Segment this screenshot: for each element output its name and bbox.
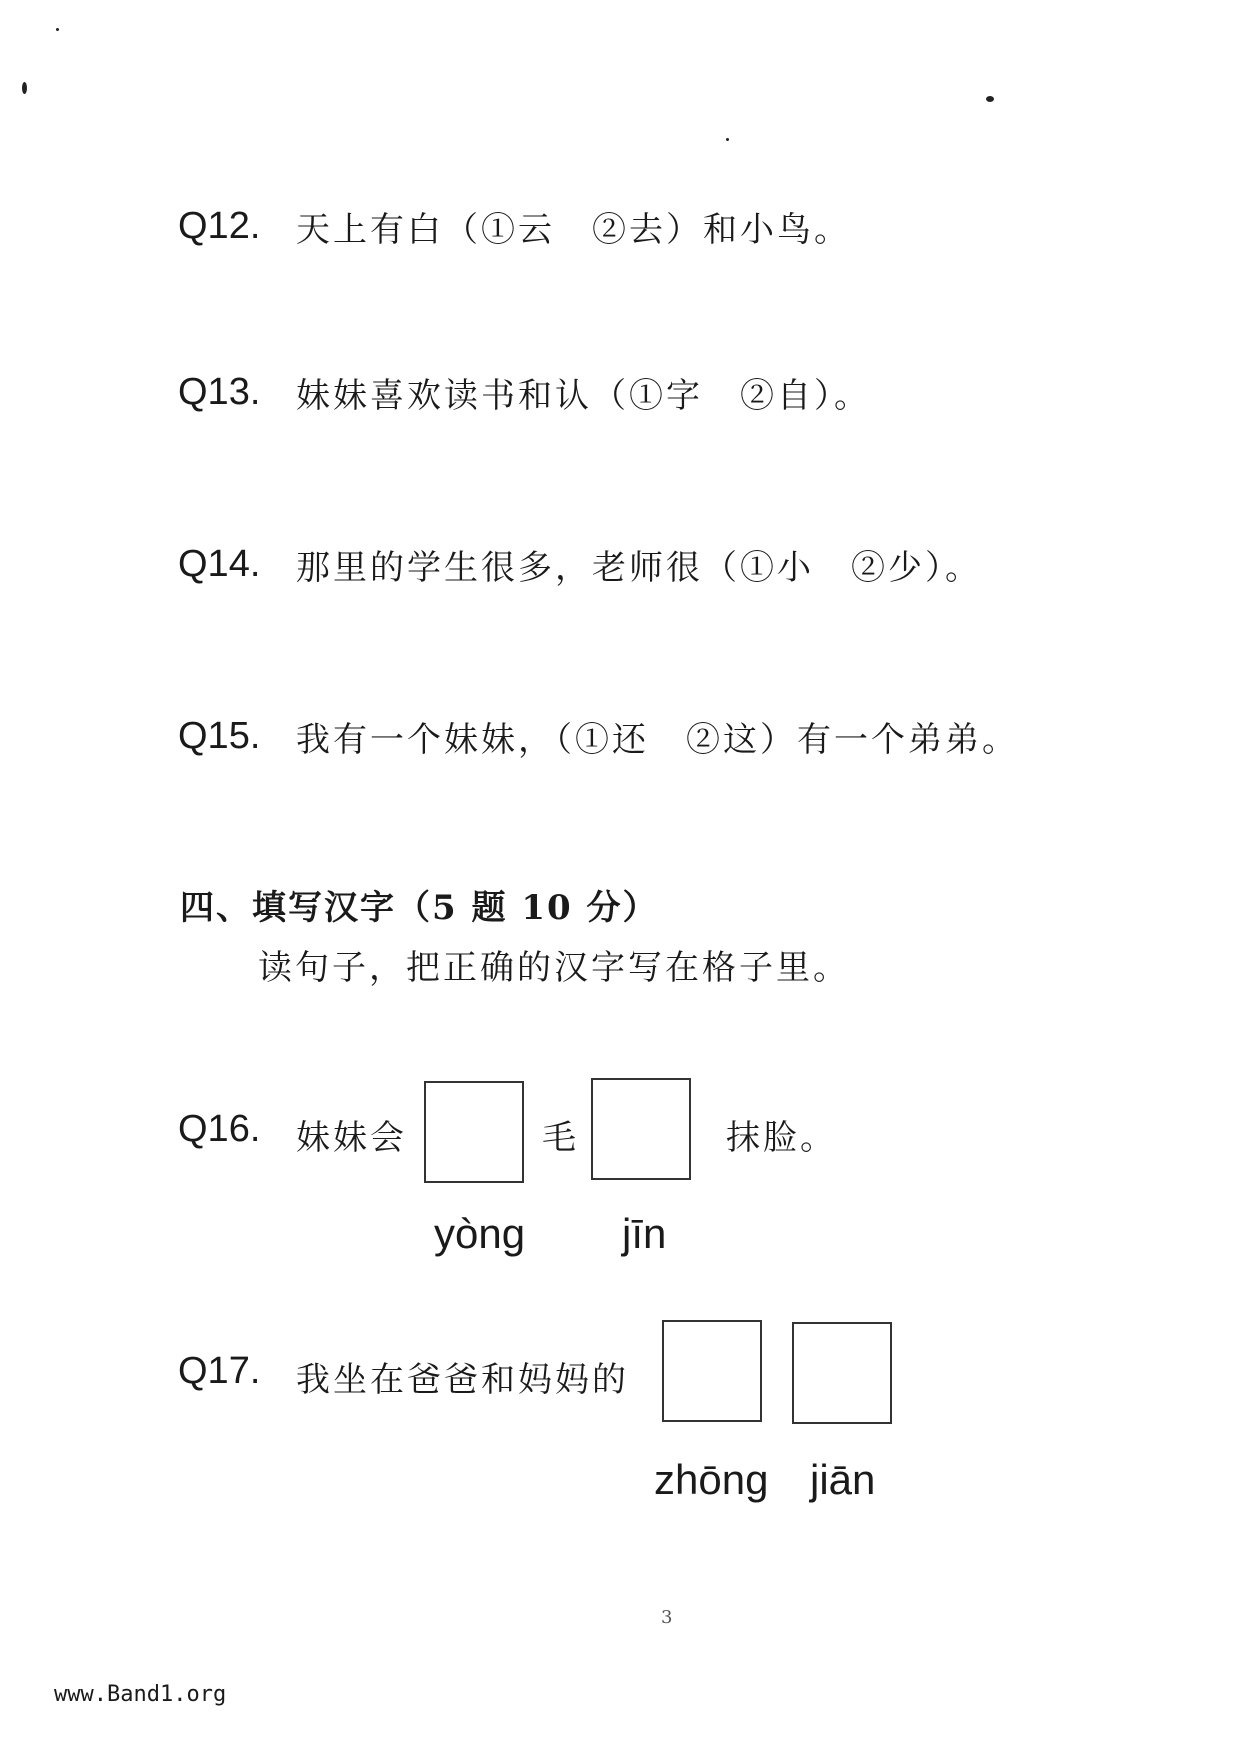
scan-speck — [56, 28, 59, 31]
section-instruction: 读句子，把正确的汉字写在格子里。 — [258, 948, 850, 988]
pinyin-hint-2: jiān — [810, 1456, 876, 1503]
question-text: 天上有白（①云 ②去）和小鸟。 — [296, 210, 851, 250]
answer-box-2[interactable] — [792, 1322, 892, 1424]
question-q17 — [178, 1320, 938, 1520]
question-number: Q14. — [178, 543, 261, 585]
pinyin-hint-2: jīn — [622, 1210, 667, 1257]
question-number: Q13. — [178, 371, 261, 413]
question-number: Q12. — [178, 205, 261, 247]
footer-url: www.Band1.org — [54, 1682, 227, 1707]
question-text-before: 我坐在爸爸和妈妈的 — [296, 1360, 629, 1400]
question-q14 — [178, 540, 982, 589]
answer-box-2[interactable] — [591, 1078, 691, 1180]
question-q13 — [178, 368, 871, 417]
question-number: Q16. — [178, 1108, 261, 1150]
question-q16 — [178, 1078, 878, 1268]
question-q15 — [178, 712, 1019, 761]
scan-speck — [726, 138, 729, 141]
question-text: 那里的学生很多，老师很（①小 ②少）。 — [296, 548, 982, 588]
answer-box-1[interactable] — [424, 1081, 524, 1183]
pinyin-hint-1: zhōng — [654, 1456, 769, 1503]
section-title: 四、填写汉字（5 题 10 分） — [180, 888, 659, 928]
question-text-after: 抹脸。 — [726, 1118, 837, 1158]
question-number: Q15. — [178, 715, 261, 757]
question-q12 — [178, 202, 851, 251]
page-number: 3 — [661, 1607, 673, 1628]
scan-speck — [22, 82, 27, 94]
scan-speck — [986, 96, 994, 102]
question-text-middle: 毛 — [542, 1118, 579, 1158]
question-text: 我有一个妹妹，（①还 ②这）有一个弟弟。 — [296, 720, 1019, 760]
question-text: 妹妹喜欢读书和认（①字 ②自）。 — [296, 376, 871, 416]
pinyin-hint-1: yòng — [434, 1210, 526, 1257]
question-text-before: 妹妹会 — [296, 1118, 407, 1158]
question-number: Q17. — [178, 1350, 261, 1392]
answer-box-1[interactable] — [662, 1320, 762, 1422]
